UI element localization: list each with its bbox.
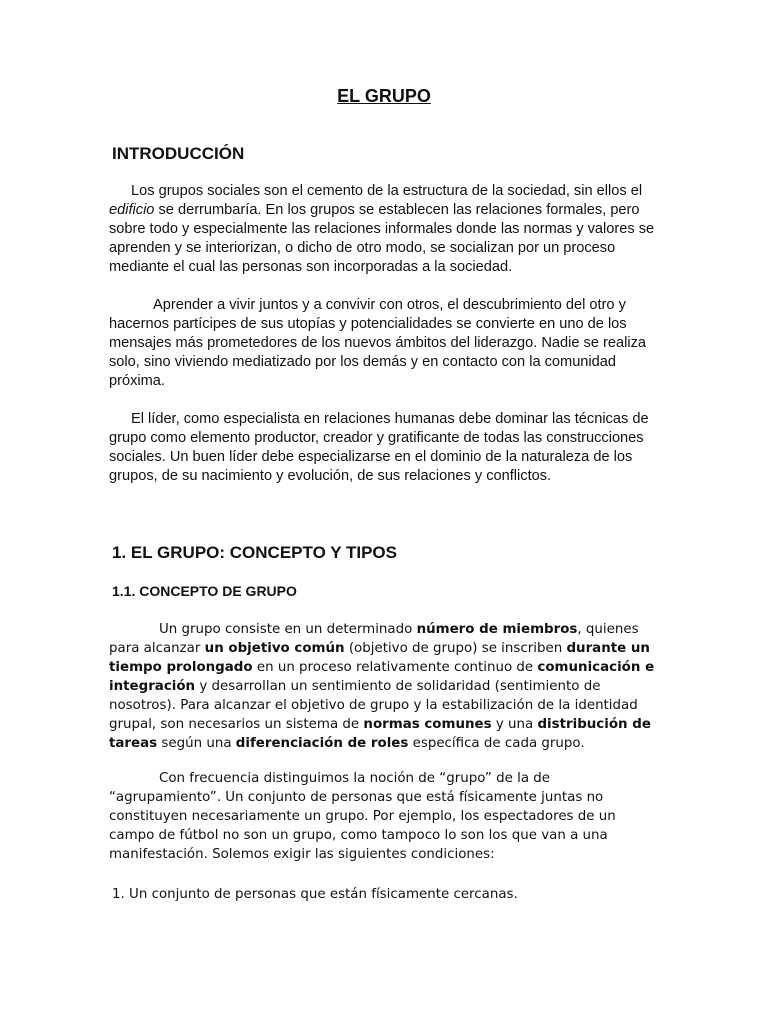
bold-term: durante un tiempo prolongado — [109, 641, 650, 675]
intro-paragraph-3: El líder, como especialista en relaciones humanas debe dominar las técnicas de grupo como elemento productor, creador y gratificante de todas las construcciones sociales. Un buen líder debe especializarse en el dominio de la naturaleza de los grupos, de su nacimiento y evolución, de sus relaciones y conflictos. — [109, 411, 649, 484]
text-run: se derrumbaría. En los grupos se establecen las relaciones formales, pero sobre todo y especialmente las relaciones informales donde las normas y valores se aprenden y se interiorizan, o dicho de otro modo, se socializan por un proceso mediante el cual las personas son incorporadas a la sociedad. — [109, 202, 655, 275]
italic-term: edificio — [109, 202, 155, 218]
bold-term: un objetivo común — [204, 641, 345, 656]
bold-term: diferenciación de roles — [235, 736, 409, 751]
concept-subheading: 1.1. CONCEPTO DE GRUPO — [112, 583, 297, 599]
bold-term: número de miembros — [416, 622, 578, 637]
text-run: , quienes para alcanzar — [109, 622, 639, 656]
text-run: Un grupo consiste en un determinado — [159, 622, 417, 637]
bold-term: normas comunes — [363, 717, 492, 732]
text-run: (objetivo de grupo) se inscriben — [344, 641, 567, 656]
condition-list-item-1: 1. Un conjunto de personas que están físicamente cercanas. — [112, 887, 518, 902]
text-run: y desarrollan un sentimiento de solidaridad (sentimiento de nosotros). Para alcanzar el objetivo de grupo y la estabilización de la identidad grupal, son necesarios un sistema de — [109, 679, 638, 732]
introduction-heading: INTRODUCCIÓN — [112, 144, 245, 163]
intro-paragraph-1 — [109, 182, 664, 277]
intro-paragraph-2: Aprender a vivir juntos y a convivir con otros, el descubrimiento del otro y hacernos partícipes de sus utopías y potencialidades se convierte en uno de los mensajes más prometedores de los nuevos ámbitos del liderazgo. Nadie se realiza solo, sino viviendo mediatizado por los demás y en contacto con la comunidad próxima. — [109, 297, 647, 389]
bold-term: comunicación e integración — [109, 660, 655, 694]
text-run: y una — [491, 717, 538, 732]
concept-paragraph-1 — [109, 620, 664, 753]
chapter-heading: 1. EL GRUPO: CONCEPTO Y TIPOS — [112, 543, 397, 562]
document-title: EL GRUPO — [337, 86, 431, 106]
text-run: en un proceso relativamente continuo de — [252, 660, 538, 675]
bold-term: distribución de tareas — [109, 717, 651, 751]
concept-paragraph-2: Con frecuencia distinguimos la noción de “grupo” de la de “agrupamiento”. Un conjunto de personas que está físicamente juntas no constituyen necesariamente un grupo. Por ejemplo, los espectadores de un campo de fútbol no son un grupo, como tampoco lo son los que van a una manifestación. Solemos exigir las siguientes condiciones: — [109, 771, 616, 862]
text-run: según una — [157, 736, 236, 751]
text-run: Los grupos sociales son el cemento de la estructura de la sociedad, sin ellos el — [131, 183, 643, 199]
text-run: específica de cada grupo. — [408, 736, 585, 751]
